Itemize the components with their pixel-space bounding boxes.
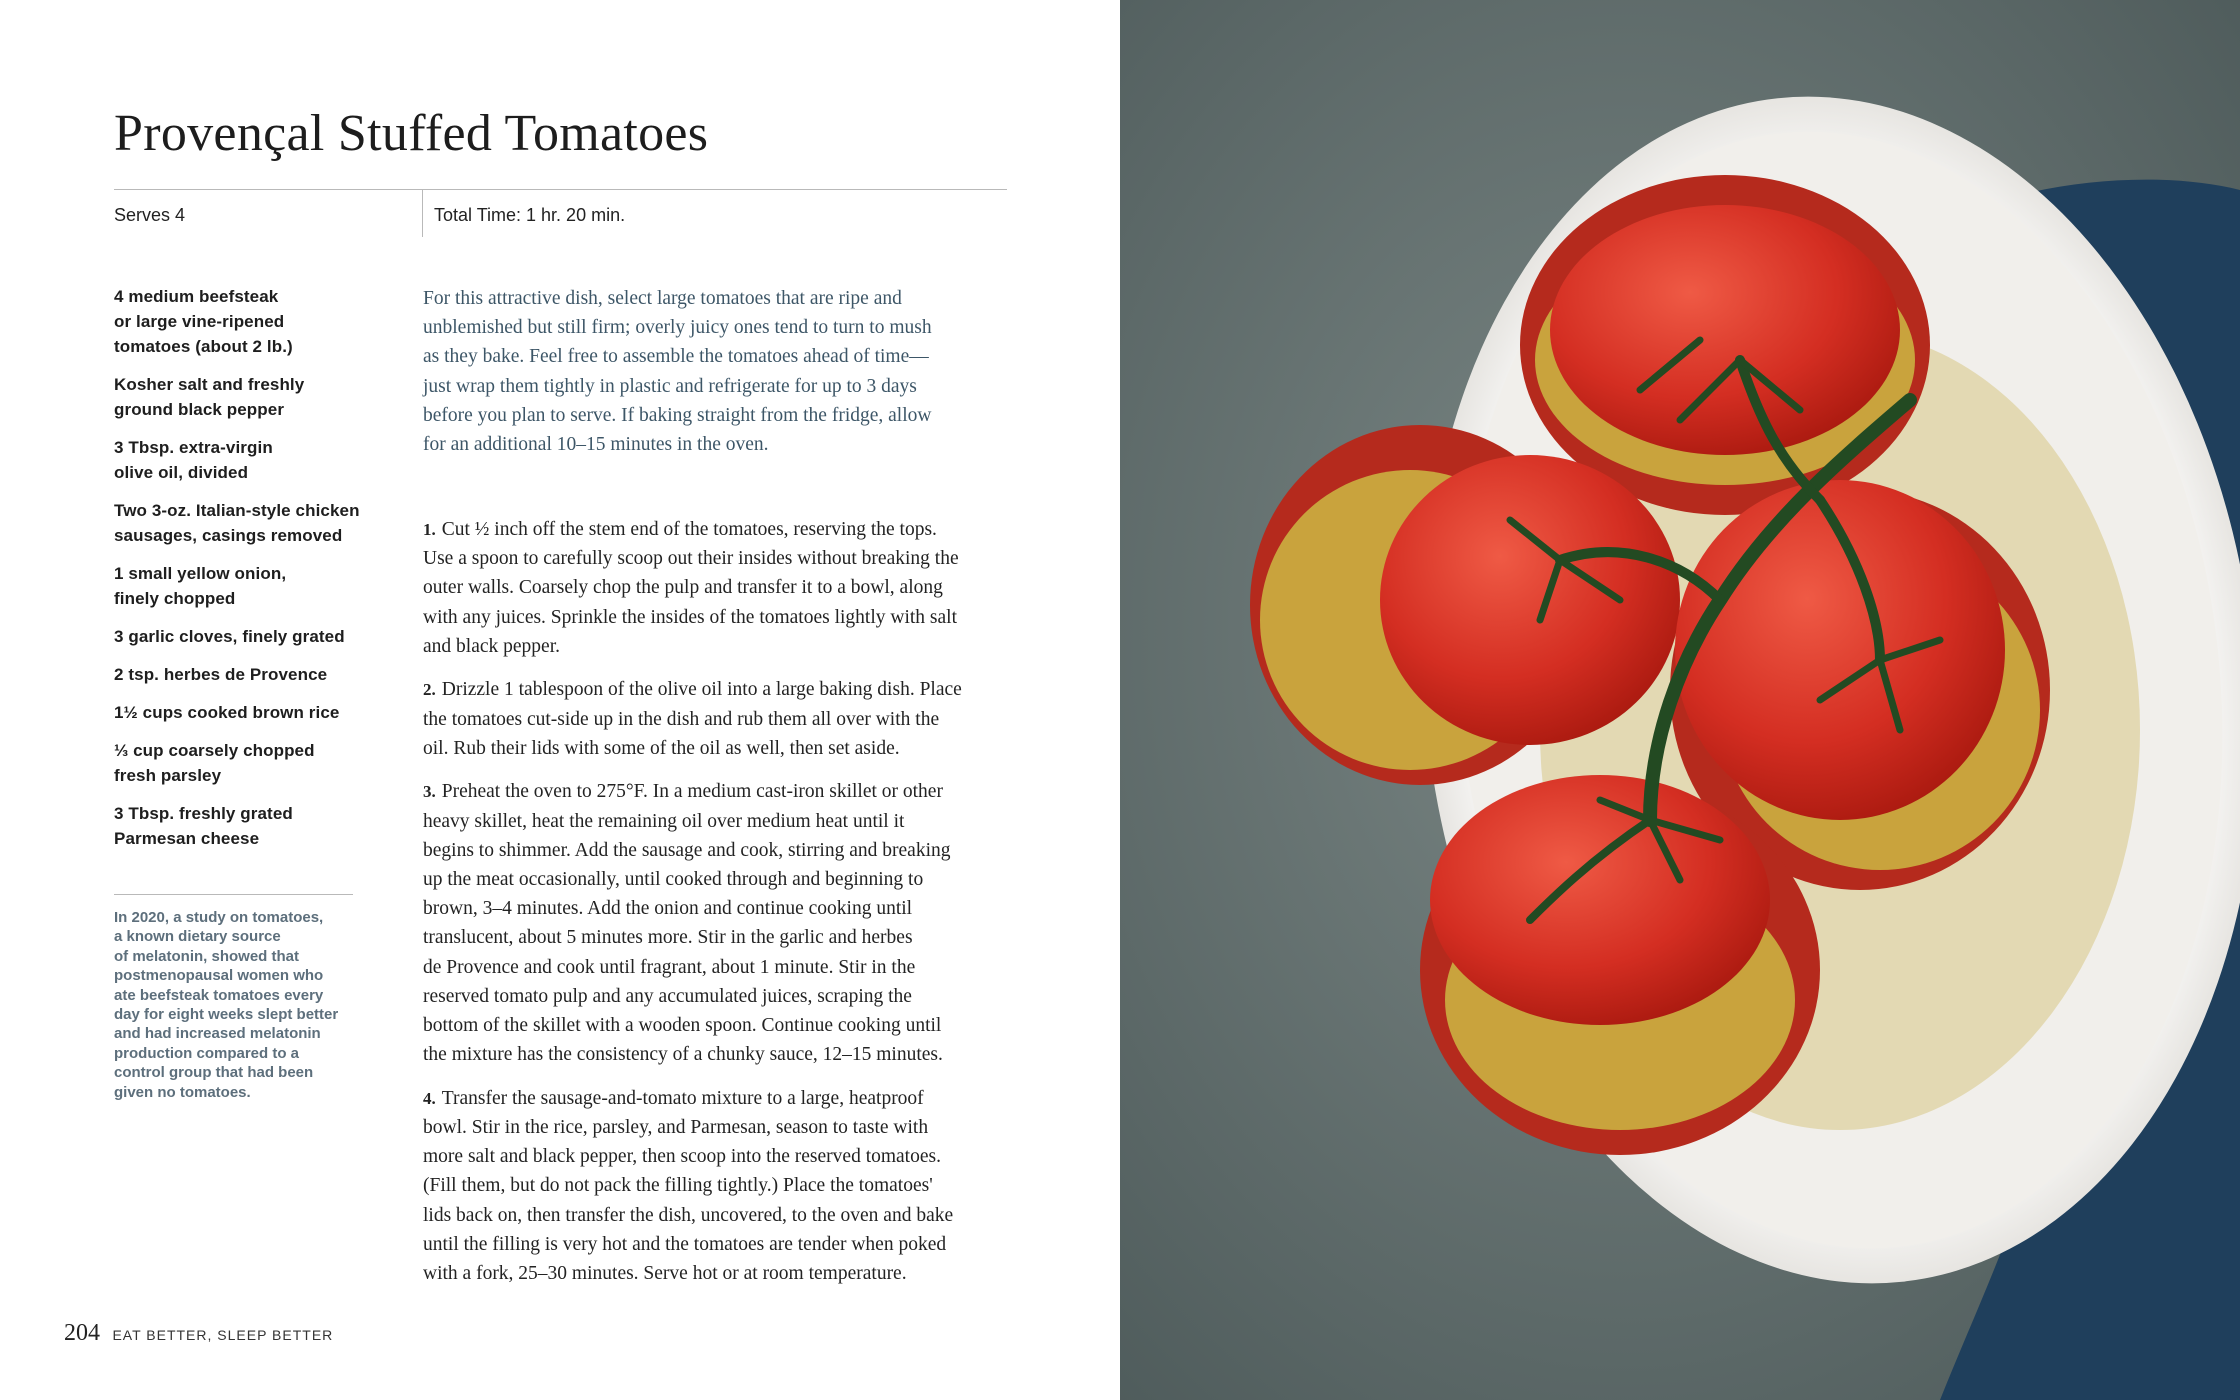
- serves-label: Serves 4: [114, 205, 186, 225]
- ingredient-line: Two 3-oz. Italian-style chicken: [114, 501, 360, 520]
- step-text: Transfer the sausage-and-tomato mixture to a large, heatproof: [441, 1087, 924, 1109]
- step-line: [423, 675, 1023, 704]
- total-time-label: Total Time: 1 hr. 20 min.: [434, 205, 626, 225]
- intro-line: for an additional 10–15 minutes in the oven.: [423, 434, 769, 456]
- step-number: 1.: [423, 520, 436, 539]
- sidebar-note-line: a known dietary source: [114, 928, 281, 946]
- sidebar-note-line: control group that had been: [114, 1064, 314, 1082]
- step-line: outer walls. Coarsely chop the pulp and transfer it to a bowl, along: [423, 577, 943, 599]
- step-line: more salt and black pepper, then scoop into the reserved tomatoes.: [423, 1146, 941, 1168]
- book-title: EAT BETTER, SLEEP BETTER: [112, 1327, 334, 1343]
- ingredient-line: ground black pepper: [114, 400, 285, 419]
- recipe-title: Provençal Stuffed Tomatoes: [114, 105, 709, 162]
- intro-line: just wrap them tightly in plastic and refrigerate for up to 3 days: [423, 375, 917, 397]
- ingredient-line: 1½ cups cooked brown rice: [114, 703, 340, 722]
- method-step: [423, 675, 1023, 763]
- step-text: Preheat the oven to 275°F. In a medium cast-iron skillet or other: [441, 781, 943, 803]
- meta-divider: [422, 189, 423, 237]
- sidebar-note-line: ate beefsteak tomatoes every: [114, 986, 324, 1004]
- step-line: oil. Rub their lids with some of the oil as well, then set aside.: [423, 737, 900, 759]
- step-line: [423, 1084, 1023, 1113]
- step-line: with a fork, 25–30 minutes. Serve hot or at room temperature.: [423, 1263, 907, 1285]
- step-line: bottom of the skillet with a wooden spoon. Continue cooking until: [423, 1015, 942, 1037]
- stuffed-tomatoes-photo: [1120, 0, 2240, 1400]
- ingredient-item: [114, 498, 394, 548]
- step-number: 4.: [423, 1088, 436, 1108]
- step-text: Cut ½ inch off the stem end of the tomatoes, reserving the tops.: [441, 519, 937, 540]
- ingredient-line: finely chopped: [114, 589, 236, 608]
- step-number: 2.: [423, 680, 436, 700]
- sidebar-rule: [114, 894, 353, 895]
- ingredient-item: [114, 801, 394, 851]
- sidebar-note-line: and had increased melatonin: [114, 1025, 321, 1043]
- ingredient-line: olive oil, divided: [114, 463, 249, 482]
- step-line: reserved tomato pulp and any accumulated juices, scraping the: [423, 985, 912, 1007]
- sidebar-note-line: of melatonin, showed that: [114, 947, 300, 965]
- step-line: bowl. Stir in the rice, parsley, and Parmesan, season to taste with: [423, 1117, 929, 1139]
- method-steps: [423, 515, 1023, 1303]
- ingredient-line: Kosher salt and freshly: [114, 375, 305, 394]
- ingredient-line: 3 garlic cloves, finely grated: [114, 627, 345, 646]
- ingredient-item: [114, 372, 394, 422]
- method-step: [423, 1084, 1023, 1288]
- step-line: de Provence and cook until fragrant, about 1 minute. Stir in the: [423, 956, 916, 978]
- meta-rule: [114, 189, 1007, 190]
- ingredient-line: tomatoes (about 2 lb.): [114, 337, 293, 356]
- step-text: Drizzle 1 tablespoon of the olive oil into a large baking dish. Place: [441, 679, 962, 701]
- ingredient-line: ⅓ cup coarsely chopped: [114, 741, 315, 760]
- recipe-intro: [423, 284, 1023, 459]
- ingredient-line: sausages, casings removed: [114, 526, 343, 545]
- step-line: up the meat occasionally, until cooked through and beginning to: [423, 869, 924, 891]
- ingredient-item: [114, 700, 394, 725]
- step-line: heavy skillet, heat the remaining oil over medium heat until it: [423, 810, 905, 832]
- step-line: (Fill them, but do not pack the filling tightly.) Place the tomatoes': [423, 1175, 933, 1197]
- ingredient-item: [114, 284, 394, 359]
- ingredient-item: [114, 662, 394, 687]
- step-line: and black pepper.: [423, 635, 560, 657]
- method-step: [423, 777, 1023, 1069]
- step-line: [423, 777, 1023, 806]
- sidebar-note: [114, 908, 366, 1102]
- method-step: [423, 515, 1023, 661]
- sidebar-note-line: day for eight weeks slept better: [114, 1006, 339, 1024]
- intro-line: For this attractive dish, select large tomatoes that are ripe and: [423, 288, 902, 309]
- page-footer: [64, 1320, 333, 1347]
- step-line: until the filling is very hot and the tomatoes are tender when poked: [423, 1233, 947, 1255]
- ingredient-item: [114, 738, 394, 788]
- step-line: lids back on, then transfer the dish, uncovered, to the oven and bake: [423, 1204, 954, 1226]
- step-line: [423, 515, 1023, 544]
- sidebar-note-line: In 2020, a study on tomatoes,: [114, 909, 324, 926]
- ingredient-item: [114, 435, 394, 485]
- intro-line: before you plan to serve. If baking straight from the fridge, allow: [423, 404, 932, 426]
- ingredient-line: 2 tsp. herbes de Provence: [114, 665, 328, 684]
- step-line: begins to shimmer. Add the sausage and cook, stirring and breaking: [423, 839, 951, 861]
- step-line: translucent, about 5 minutes more. Stir in the garlic and herbes: [423, 927, 913, 949]
- ingredient-list: [114, 284, 394, 864]
- ingredient-line: 3 Tbsp. freshly grated: [114, 804, 293, 823]
- page-number: 204: [64, 1320, 100, 1346]
- step-number: 3.: [423, 782, 436, 802]
- ingredient-line: fresh parsley: [114, 766, 222, 785]
- right-page: [1120, 0, 2240, 1400]
- sidebar-note-line: given no tomatoes.: [114, 1083, 251, 1101]
- step-line: brown, 3–4 minutes. Add the onion and continue cooking until: [423, 898, 913, 920]
- ingredient-line: 4 medium beefsteak: [114, 287, 279, 306]
- ingredient-line: Parmesan cheese: [114, 829, 260, 848]
- intro-line: as they bake. Feel free to assemble the tomatoes ahead of time—: [423, 346, 929, 368]
- ingredient-line: 3 Tbsp. extra-virgin: [114, 438, 273, 457]
- sidebar-note-line: postmenopausal women who: [114, 967, 324, 985]
- ingredient-line: or large vine-ripened: [114, 312, 285, 331]
- step-line: the tomatoes cut-side up in the dish and rub them all over with the: [423, 708, 940, 730]
- intro-line: unblemished but still firm; overly juicy ones tend to turn to mush: [423, 317, 932, 339]
- ingredient-line: 1 small yellow onion,: [114, 564, 287, 583]
- ingredient-item: [114, 624, 394, 649]
- step-line: the mixture has the consistency of a chunky sauce, 12–15 minutes.: [423, 1044, 943, 1066]
- step-line: with any juices. Sprinkle the insides of the tomatoes lightly with salt: [423, 606, 958, 628]
- step-line: Use a spoon to carefully scoop out their insides without breaking the: [423, 548, 959, 570]
- sidebar-note-line: production compared to a: [114, 1044, 300, 1062]
- ingredient-item: [114, 561, 394, 611]
